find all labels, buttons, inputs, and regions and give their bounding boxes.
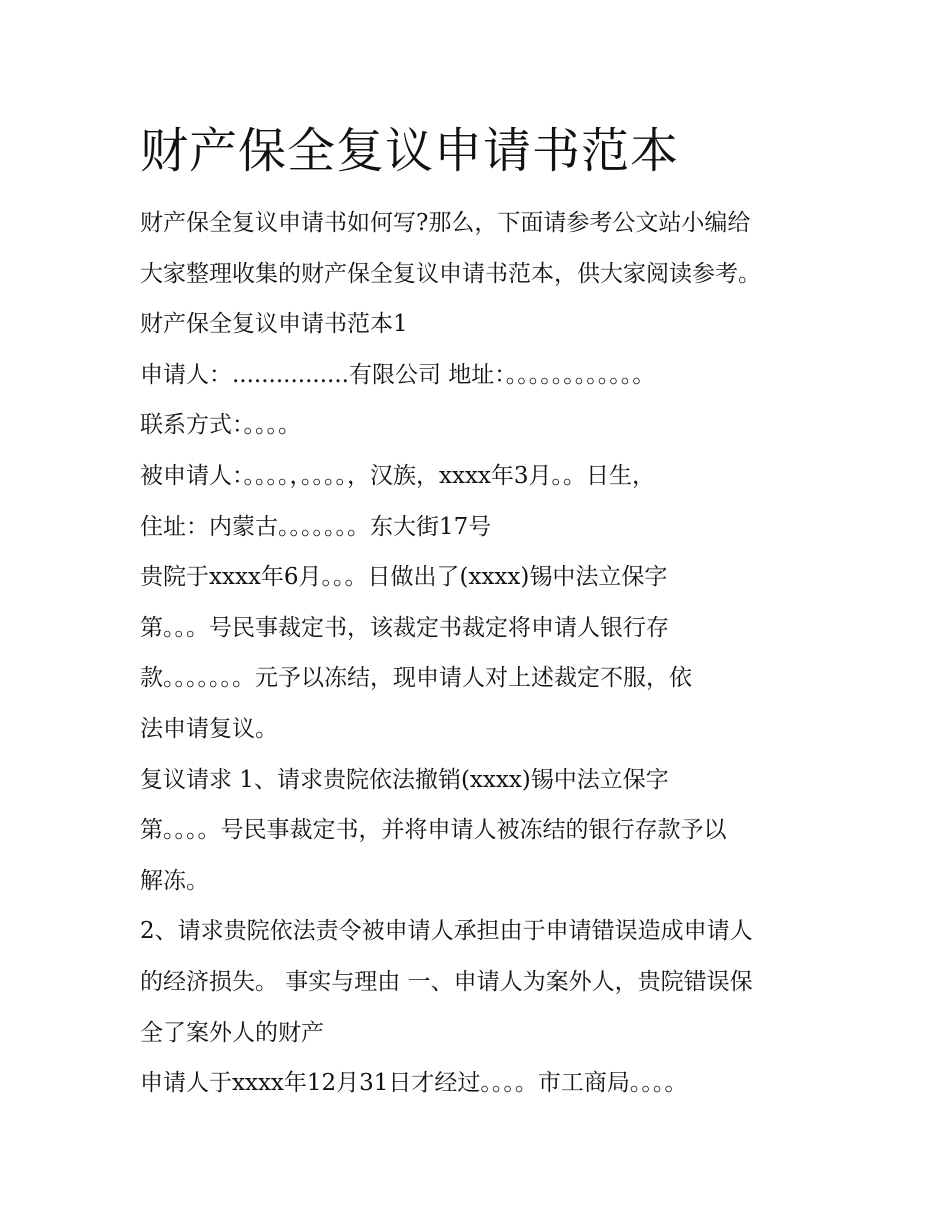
body-line: 款。。。。。。。元予以冻结，现申请人对上述裁定不服，依 bbox=[140, 665, 692, 692]
body-line: 解冻。 bbox=[140, 867, 209, 894]
body-line: 复议请求 1、请求贵院依法撤销(xxxx)锡中法立保字 bbox=[140, 766, 669, 793]
body-line: 的经济损失。 事实与理由 一、申请人为案外人，贵院错误保 bbox=[140, 968, 753, 995]
body-line: 2、请求贵院依法责令被申请人承担由于申请错误造成申请人 bbox=[140, 918, 753, 945]
body-line: 申请人于xxxx年12月31日才经过。。。。市工商局。。。。 bbox=[140, 1070, 688, 1097]
body-line: 申请人：................有限公司 地址：。。。。。。。。。。。。 bbox=[140, 361, 656, 388]
document-title: 财产保全复议申请书范本 bbox=[140, 123, 680, 179]
body-line: 住址：内蒙古。。。。。。。东大街17号 bbox=[140, 513, 492, 540]
body-line: 第。。。号民事裁定书，该裁定书裁定将申请人银行存 bbox=[140, 614, 669, 641]
body-line: 大家整理收集的财产保全复议申请书范本，供大家阅读参考。 bbox=[140, 260, 761, 287]
body-line: 财产保全复议申请书如何写?那么，下面请参考公文站小编给 bbox=[140, 210, 751, 236]
body-line: 第。。。。号民事裁定书，并将申请人被冻结的银行存款予以 bbox=[140, 817, 727, 844]
body-line: 贵院于xxxx年6月。。。日做出了(xxxx)锡中法立保字 bbox=[140, 564, 668, 591]
body-line: 被申请人：。。。。，。。。。，汉族，xxxx年3月。。日生， bbox=[140, 462, 656, 489]
body-line: 联系方式：。。。。 bbox=[140, 412, 301, 439]
section-heading: 财产保全复议申请书范本1 bbox=[140, 311, 408, 338]
document-body bbox=[140, 198, 830, 1109]
body-line: 全了案外人的财产 bbox=[140, 1019, 324, 1046]
body-line: 法申请复议。 bbox=[140, 715, 278, 742]
